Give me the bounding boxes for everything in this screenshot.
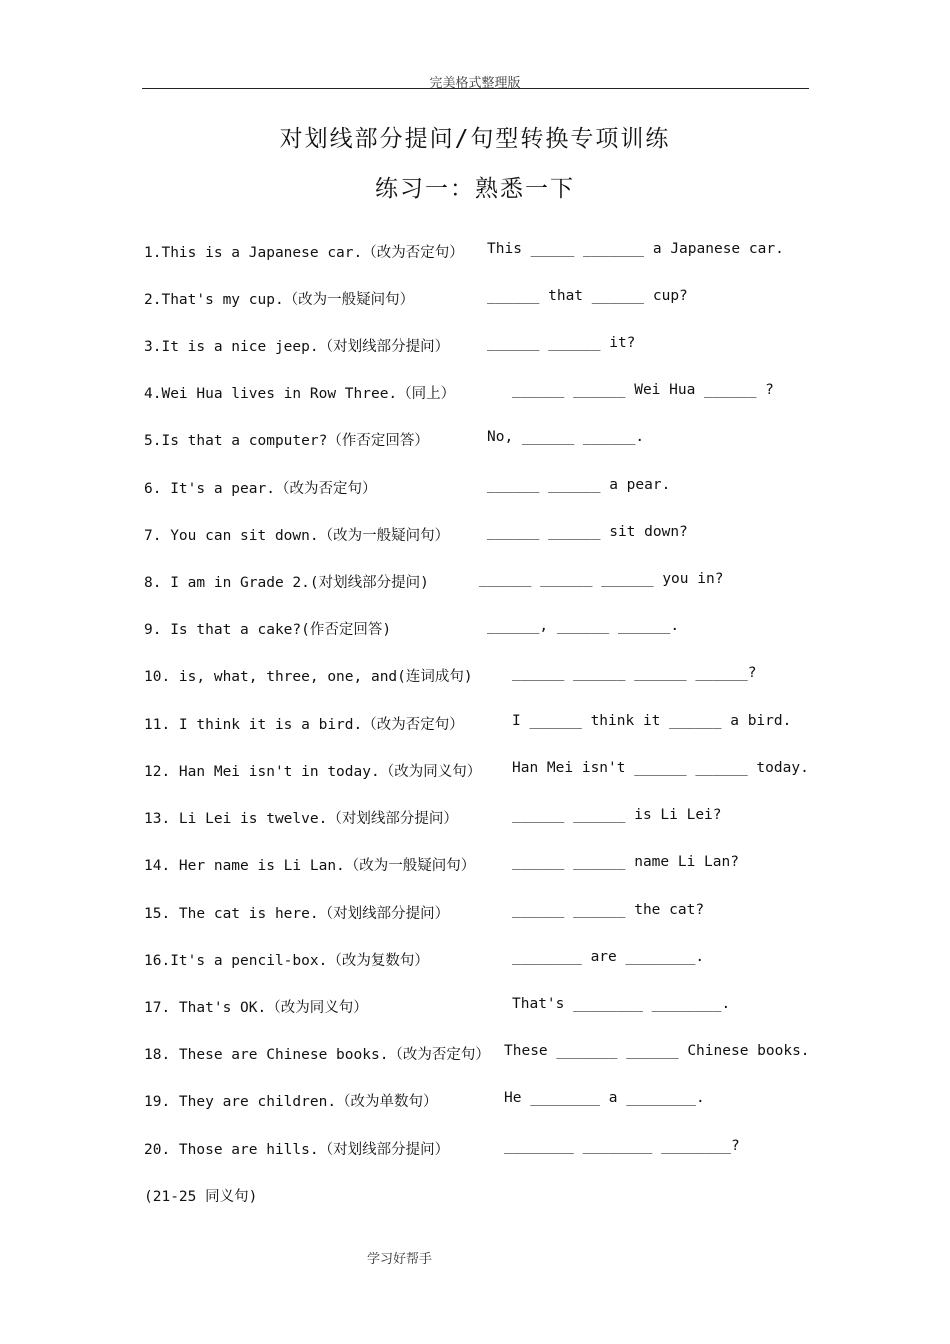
exercise-question: 6. It's a pear.（改为否定句） — [144, 481, 377, 497]
exercise-item — [144, 713, 809, 735]
exercise-item — [144, 996, 809, 1018]
exercise-question: 2.That's my cup.（改为一般疑问句） — [144, 292, 415, 308]
exercise-answer: I ______ think it ______ a bird. — [512, 713, 792, 729]
exercise-question: 9. Is that a cake?(作否定回答) — [144, 622, 392, 638]
exercise-answer: ______, ______ ______. — [487, 618, 680, 634]
exercise-answer: ______ ______ it? — [487, 335, 636, 351]
exercise-item — [144, 760, 809, 782]
exercise-question: 5.Is that a computer?（作否定回答） — [144, 433, 429, 449]
exercise-item — [144, 1043, 809, 1065]
exercise-item — [144, 902, 809, 924]
exercise-answer: That's ________ ________. — [512, 996, 731, 1012]
exercise-answer: ______ ______ the cat? — [512, 902, 705, 918]
exercise-question: 19. They are children.（改为单数句） — [144, 1094, 438, 1110]
exercise-item — [144, 1090, 809, 1112]
exercise-item — [144, 429, 809, 451]
exercise-answer: ______ ______ a pear. — [487, 477, 671, 493]
exercise-question: 15. The cat is here.（对划线部分提问） — [144, 906, 450, 922]
exercise-question: 8. I am in Grade 2.(对划线部分提问) — [144, 575, 429, 591]
exercise-item — [144, 288, 809, 310]
exercise-question: 1.This is a Japanese car.（改为否定句） — [144, 245, 464, 261]
section-note: (21-25 同义句) — [144, 1189, 258, 1205]
exercise-item — [144, 665, 809, 687]
page-footer: 学习好帮手 — [367, 1252, 433, 1267]
exercise-item — [144, 618, 809, 640]
exercise-item — [144, 807, 809, 829]
exercise-answer: No, ______ ______. — [487, 429, 645, 445]
exercise-item — [144, 335, 809, 357]
exercise-question: 17. That's OK.（改为同义句） — [144, 1000, 368, 1016]
exercise-answer: ______ ______ Wei Hua ______ ? — [512, 382, 774, 398]
exercise-item — [144, 1185, 809, 1207]
exercise-question: 20. Those are hills.（对划线部分提问） — [144, 1142, 450, 1158]
exercise-question: 11. I think it is a bird.（改为否定句） — [144, 717, 464, 733]
exercise-answer: ______ ______ sit down? — [487, 524, 688, 540]
exercise-answer: ______ ______ is Li Lei? — [512, 807, 722, 823]
page-title: 对划线部分提问/句型转换专项训练 — [279, 126, 671, 152]
exercise-question: 13. Li Lei is twelve.（对划线部分提问） — [144, 811, 458, 827]
exercise-item — [144, 949, 809, 971]
exercise-question: 18. These are Chinese books.（改为否定句） — [144, 1047, 490, 1063]
exercise-answer: Han Mei isn't ______ ______ today. — [512, 760, 809, 776]
exercise-answer: He ________ a ________. — [504, 1090, 705, 1106]
exercise-item — [144, 382, 809, 404]
exercise-question: 7. You can sit down.（改为一般疑问句） — [144, 528, 450, 544]
exercise-answer: This _____ _______ a Japanese car. — [487, 241, 784, 257]
exercise-question: 4.Wei Hua lives in Row Three.（同上） — [144, 386, 456, 402]
exercise-question: 3.It is a nice jeep.（对划线部分提问） — [144, 339, 450, 355]
exercise-item — [144, 571, 809, 593]
exercise-question: 14. Her name is Li Lan.（改为一般疑问句） — [144, 858, 476, 874]
exercise-item — [144, 854, 809, 876]
exercise-question: 12. Han Mei isn't in today.（改为同义句） — [144, 764, 482, 780]
exercise-answer: ______ ______ name Li Lan? — [512, 854, 739, 870]
exercise-question: 10. is, what, three, one, and(连词成句) — [144, 669, 473, 685]
exercise-answer: ______ ______ ______ ______? — [512, 665, 757, 681]
exercise-item — [144, 524, 809, 546]
exercise-answer: ________ are ________. — [512, 949, 705, 965]
exercise-answer: These _______ ______ Chinese books. — [504, 1043, 810, 1059]
exercise-answer: ________ ________ ________? — [504, 1138, 740, 1154]
exercise-answer: ______ ______ ______ you in? — [479, 571, 724, 587]
exercise-item — [144, 477, 809, 499]
exercise-question: 16.It's a pencil-box.（改为复数句） — [144, 953, 429, 969]
exercise-answer: ______ that ______ cup? — [487, 288, 688, 304]
exercise-item — [144, 1138, 809, 1160]
page-header: 完美格式整理版 — [429, 76, 521, 91]
exercise-subtitle: 练习一：熟悉一下 — [375, 176, 575, 202]
exercise-item — [144, 241, 809, 263]
header-divider — [142, 88, 809, 89]
